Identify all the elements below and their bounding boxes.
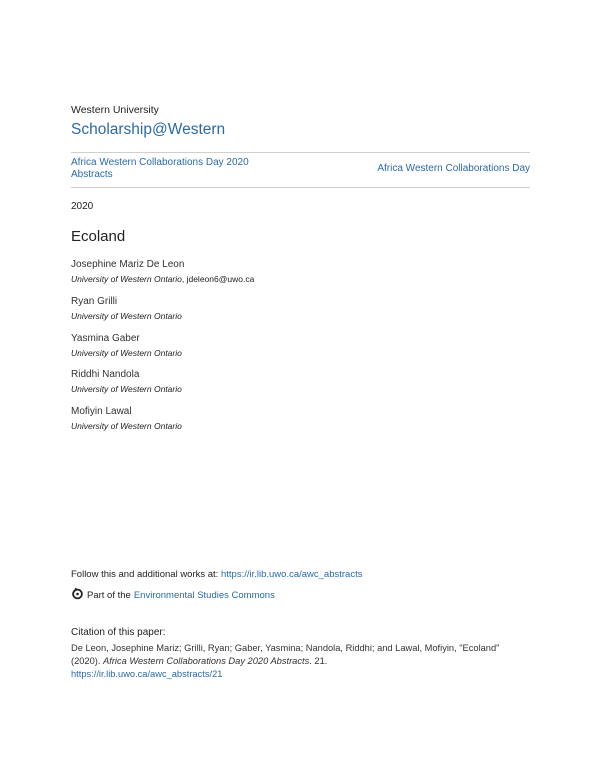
collection-link-abstracts[interactable]: Africa Western Collaborations Day 2020 Abstracts [71,157,249,180]
author-affiliation: University of Western Ontario, jdeleon6@uwo.ca [71,274,255,284]
citation-issue: . 21. [309,656,328,666]
citation-url-link[interactable]: https://ir.lib.uwo.ca/awc_abstracts/21 [71,669,223,679]
author-affiliation: University of Western Ontario [71,421,182,431]
author-email[interactable]: jdeleon6@uwo.ca [186,274,255,284]
author-block [71,406,182,432]
author-affiliation: University of Western Ontario [71,384,182,394]
open-access-icon [71,587,87,603]
divider-bottom [71,187,530,188]
divider-top [71,152,530,153]
environmental-studies-commons-link[interactable]: Environmental Studies Commons [133,589,275,601]
affiliation-text: University of Western Ontario [71,274,182,284]
citation-heading: Citation of this paper: [71,627,166,638]
collection-link-awcd[interactable]: Africa Western Collaborations Day [377,163,530,174]
university-name: Western University [71,104,159,116]
author-block [71,369,182,395]
part-of-prefix: Part of the [87,589,131,601]
author-name: Mofiyin Lawal [71,406,132,417]
author-block [71,259,254,285]
publication-year: 2020 [71,201,94,212]
author-affiliation: University of Western Ontario [71,348,182,358]
author-block [71,333,182,359]
follow-text: Follow this and additional works at: [71,569,221,580]
author-name: Josephine Mariz De Leon [71,259,185,270]
paper-title: Ecoland [71,228,126,245]
author-affiliation: University of Western Ontario [71,311,182,321]
repository-link[interactable]: Scholarship@Western [71,121,226,138]
author-name: Riddhi Nandola [71,369,140,380]
author-name: Yasmina Gaber [71,333,140,344]
citation-text: De Leon, Josephine Mariz; Grilli, Ryan; Gaber, Yasmina; Nandola, Riddhi; and Lawal, Mofiyin, "Ecoland" (2020). [71,643,500,666]
citation-body [71,642,531,681]
follow-url-link[interactable]: https://ir.lib.uwo.ca/awc_abstracts [220,569,363,580]
author-block [71,296,182,322]
author-name: Ryan Grilli [71,296,118,307]
follow-line [71,569,362,580]
part-of-line [71,587,275,603]
citation-journal: Africa Western Collaborations Day 2020 Abstracts [103,656,310,666]
